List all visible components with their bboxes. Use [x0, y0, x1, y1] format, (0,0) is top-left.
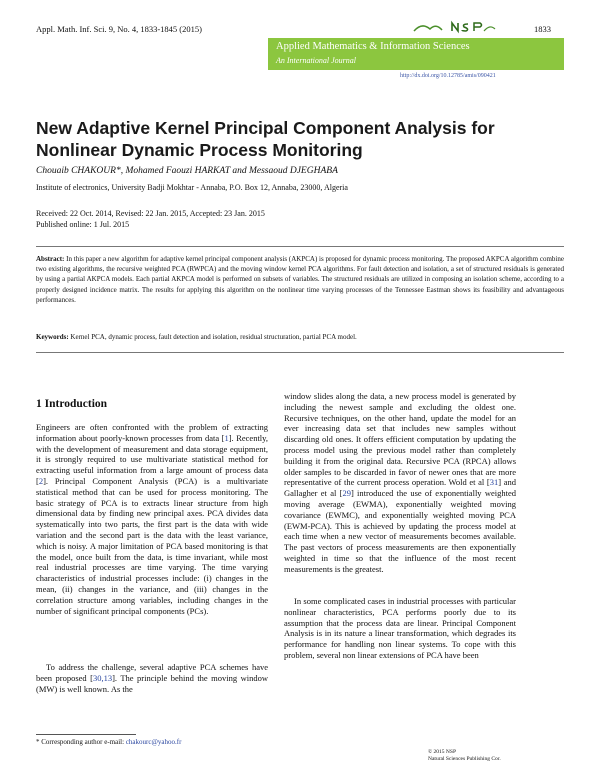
citation-link[interactable]: 2	[38, 475, 44, 486]
text-span: In some complicated cases in industrial processes with particular nonlinear characteristics, PCA performs poorly due to its assumption that the process data are linear. Principal Component Analysis is in its nature a linear transformation, which degrades its performance for handling non linear systems. To cope with this problem, several non linear extensions of PCA have been	[284, 596, 516, 660]
citation-link[interactable]: 29	[342, 488, 351, 499]
doi-link[interactable]: http://dx.doi.org/10.12785/amis/090421	[400, 73, 496, 79]
copyright-line: © 2015 NSP	[428, 749, 457, 755]
text-span: ]. The principle behind the moving window (MW) is well known. As the	[36, 672, 268, 694]
publisher-line: Natural Sciences Publishing Cor.	[428, 756, 501, 762]
citation-link[interactable]: 1	[224, 432, 229, 443]
right-column-paragraph-2	[284, 596, 516, 661]
received-dates: Received: 22 Oct. 2014, Revised: 22 Jan. 2015, Accepted: 23 Jan. 2015	[36, 209, 265, 218]
affiliation: Institute of electronics, University Badji Mokhtar - Annaba, P.O. Box 12, Annaba, 23000, Algeria	[36, 183, 348, 192]
section-heading: 1 Introduction	[36, 398, 108, 410]
left-column-paragraph-2	[36, 662, 268, 694]
footnote-rule	[36, 734, 136, 735]
journal-name: Applied Mathematics & Information Sciences	[276, 41, 470, 52]
text-span: ]. Recently, with the development of measurement and data storage equipment, it is strongly required to use multivariate statistical method for extracting useful information from a large amount of process data [	[36, 432, 268, 486]
nsp-logo-icon	[412, 20, 496, 34]
journal-subtitle: An International Journal	[276, 56, 356, 65]
page-number: 1833	[534, 24, 551, 34]
text-span: window slides along the data, a new process model is generated by including the newest sample and excluding the oldest one. Recursive techniques, on the other hand, update the model for an ever increasing data set that includes new samples without discarding old ones. It offers efficient computation by updating the process model using the previous model rather than completely building it from the original data. Recursive PCA (RPCA) allows older samples to be discarded in favor of newer ones that are more representative of the current process operation. Wold et al [	[284, 391, 516, 488]
abstract-bottom-rule	[36, 352, 564, 353]
text-span: Engineers are often confronted with the problem of extracting information about poorly-known processes from data [	[36, 422, 268, 443]
article-dates	[36, 208, 265, 230]
abstract	[36, 254, 564, 305]
keywords-label: Keywords:	[36, 333, 69, 341]
text-span: To address the challenge, several adaptive PCA schemes have been proposed [	[36, 662, 268, 683]
citation-link[interactable]: 30,13	[92, 672, 113, 683]
abstract-text: In this paper a new algorithm for adaptive kernel principal component analysis (AKPCA) is proposed for dynamic process monitoring. The proposed AKPCA algorithm combine two existing algorithms, the recursive weighted PCA (RWPCA) and the moving window kernel PCA algorithms. For fault detection and isolation, a set of structured residuals is generated by using a partial AKPCA models. Each partial AKPCA model is performed on subsets of variables. The structured residuals are utilized in composing an isolation scheme, according to a properly designed incidence matrix. The results for applying this algorithm on the nonlinear time varying processes of the Tennessee Eastman shows its feasibility and advantageous performances.	[36, 255, 564, 304]
copyright	[428, 749, 501, 763]
abstract-label: Abstract:	[36, 255, 65, 263]
running-head: Appl. Math. Inf. Sci. 9, No. 4, 1833-1845 (2015)	[36, 24, 202, 34]
text-span: ] introduced the use of exponentially weighted moving average (EWMA), exponentially weighted moving covariance (EWMC), and exponentially weighted moving PCA (EWM-PCA). This is achieved by updating the process model at each time when a new vector of measurements becomes available. The past vectors of process measurements are then exponentially weighted in time so that the influence of the most recent measurements is the greatest.	[284, 488, 516, 574]
text-span: ] and Gallagher et al [	[284, 477, 516, 499]
text-span: ]. Principal Component Analysis (PCA) is a multivariate statistical method that can be used for process monitoring. The basic strategy of PCA is to extracts linear structure from high dimensional data by finding new principal axes. PCA divides data systematically into two parts, the first part is the data with wide variation and the second part is the data with the least variance, which is noisy. A major limitation of PCA based monitoring is that the model, once built from the data, is time invariant, while most real industrial processes are time varying. The time varying characteristics of industrial processes include: (i) changes in the mean, (ii) changes in the variance, and (iii) changes in the correlation structure among variables, including changes in the number of significant principal components (PCs).	[36, 475, 268, 616]
article-title: New Adaptive Kernel Principal Component Analysis for Nonlinear Dynamic Process Monitoring	[36, 118, 495, 160]
footnote-label: * Corresponding author e-mail:	[36, 738, 125, 746]
published-date: Published online: 1 Jul. 2015	[36, 220, 130, 229]
right-column-paragraph-1	[284, 391, 516, 575]
abstract-top-rule	[36, 246, 564, 247]
footnote	[36, 738, 181, 746]
keywords-text: Kernel PCA, dynamic process, fault detection and isolation, residual structuration, partial PCA model.	[70, 333, 357, 341]
authors: Chouaib CHAKOUR*, Mohamed Faouzi HARKAT and Messaoud DJEGHABA	[36, 166, 338, 176]
email-link[interactable]: chakourc@yahoo.fr	[125, 738, 182, 746]
left-column-paragraph-1	[36, 422, 268, 616]
keywords	[36, 333, 564, 341]
citation-link[interactable]: 31	[489, 477, 499, 488]
